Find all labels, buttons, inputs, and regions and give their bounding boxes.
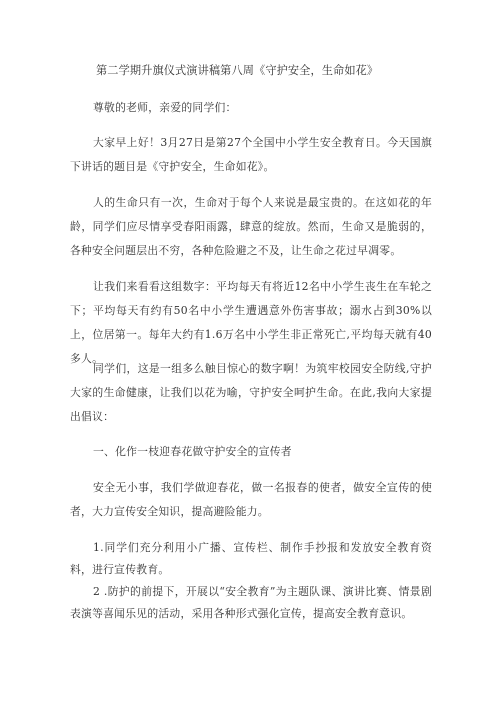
statistics-paragraph: 让我们来看看这组数字：平均每天有将近12名中小学生丧生在车轮之下；平均每天有约有50名中小学生遭遇意外伤害事故；溺水占到30%以上，位居第一。每年大约有1.6万名中小学生非正常死亡,平均每天就有40多人。 — [70, 280, 432, 365]
salutation-paragraph: 尊敬的老师，亲爱的同学们： — [93, 101, 237, 114]
greeting-paragraph: 大家早上好！3月27日是第27个全国中小学生安全教育日。今天国旗下讲话的题目是《守护安全，生命如花》。 — [70, 136, 432, 173]
list-item-one: 1.同学们充分利用小广播、宣传栏、制作手抄报和发放安全教育资料，进行宣传教育。 — [70, 541, 432, 576]
publicity-paragraph: 安全无小事，我们学做迎春花，做一名报春的使者，做安全宣传的使者，大力宣传安全知识，提高避险能力。 — [70, 481, 432, 518]
section-heading-one: 一、化作一枝迎春花做守护安全的宣传者 — [93, 445, 292, 458]
life-paragraph: 人的生命只有一次，生命对于每个人来说是最宝贵的。在这如花的年龄，同学们应尽情享受春阳雨露，肆意的绽放。然而，生命又是脆弱的，各种安全问题层出不穷，各种危险避之不及，让生命之花过早凋零。 — [70, 196, 432, 257]
proposal-intro-paragraph: 同学们，这是一组多么触目惊心的数字啊！为筑牢校园安全防线,守护大家的生命健康，让我们以花为喻，守护安全呵护生命。在此,我向大家提出倡议： — [70, 362, 432, 423]
document-title: 第二学期升旗仪式演讲稿第八周《守护安全，生命如花》 — [96, 64, 379, 77]
list-item-two: 2 .防护的前提下，开展以“安全教育”为主题队课、演讲比赛、情景剧表演等喜闻乐见的活动，采用各种形式强化宣传，提高安全教育意识。 — [70, 585, 432, 620]
